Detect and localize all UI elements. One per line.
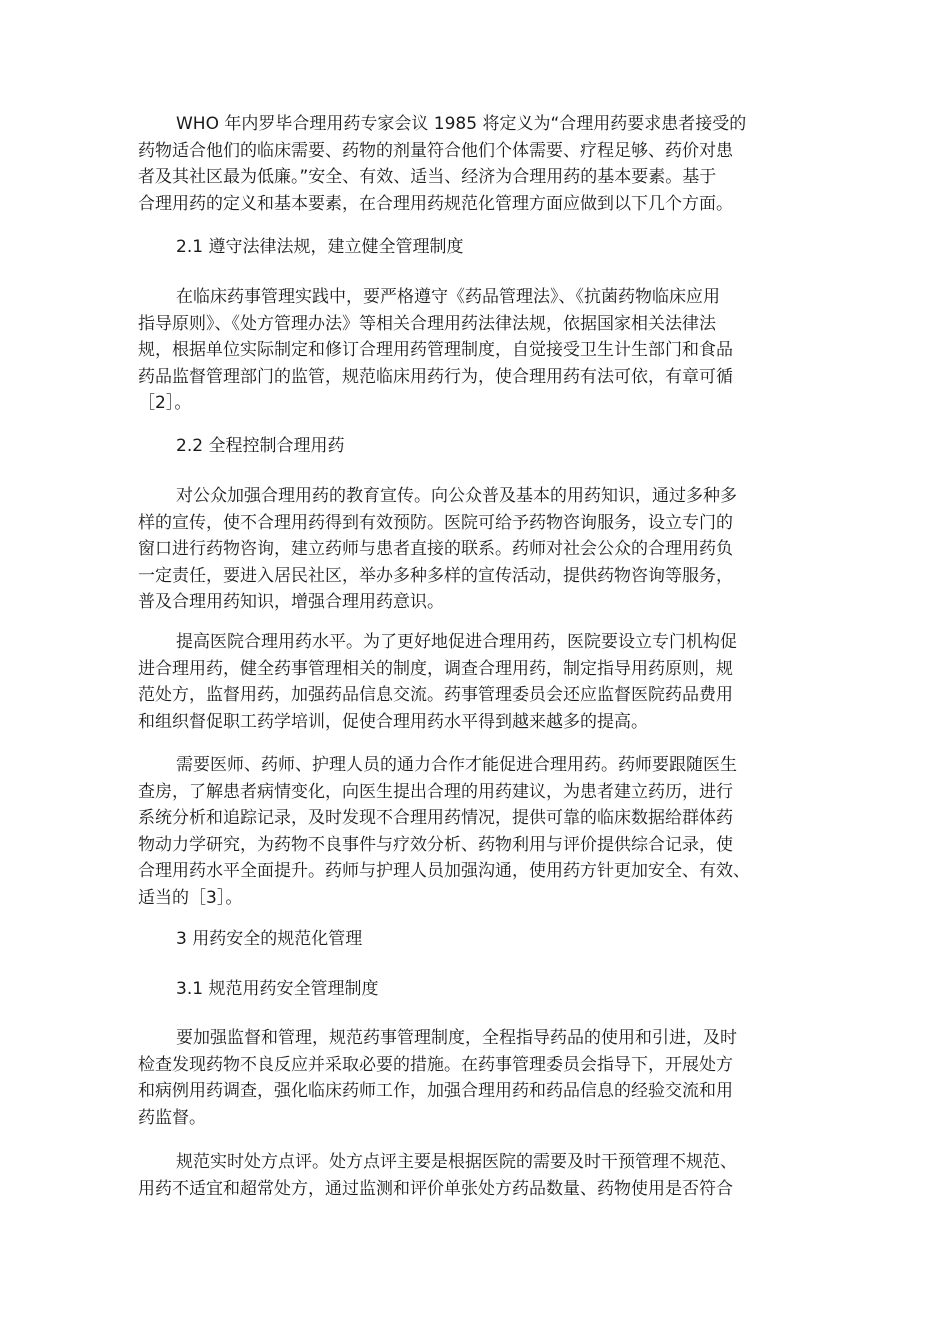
text-line: ［2］。 [138, 393, 192, 413]
text-line: 要加强监督和管理，规范药事管理制度，全程指导药品的使用和引进，及时 [176, 1028, 737, 1048]
paragraph-cooperation [138, 752, 818, 911]
paragraph-who-definition [138, 111, 818, 217]
paragraph-hospital-level [138, 629, 818, 735]
text-line: 提高医院合理用药水平。为了更好地促进合理用药，医院要设立专门机构促 [176, 632, 737, 652]
text-line: 指导原则》、《处方管理办法》等相关合理用药法律法规，依据国家相关法律法 [138, 313, 716, 334]
text-line: 物动力学研究，为药物不良事件与疗效分析、药物利用与评价提供综合记录，使 [138, 834, 733, 855]
text-line: 规范实时处方点评。处方点评主要是根据医院的需要及时干预管理不规范、 [176, 1152, 737, 1172]
section-heading: 3 用药安全的规范化管理 [176, 929, 363, 949]
text-line: 药监督。 [138, 1107, 206, 1128]
text-line: 普及合理用药知识，增强合理用药意识。 [138, 592, 444, 612]
text-line: 需要医师、药师、护理人员的通力合作才能促进合理用药。药师要跟随医生 [176, 755, 737, 775]
text-line: 窗口进行药物咨询，建立药师与患者直接的联系。药师对社会公众的合理用药负 [138, 539, 733, 559]
text-line: 和组织督促职工药学培训，促使合理用药水平得到越来越多的提高。 [138, 711, 648, 732]
heading-2-2 [138, 433, 818, 460]
text-line: 用药不适宜和超常处方，通过监测和评价单张处方药品数量、药物使用是否符合 [138, 1178, 733, 1199]
text-line: 适当的［3］。 [138, 887, 243, 908]
text-line: 进合理用药，健全药事管理相关的制度，调查合理用药，制定指导用药原则，规 [138, 658, 733, 679]
text-line: 和病例用药调查，强化临床药师工作，加强合理用药和药品信息的经验交流和用 [138, 1081, 733, 1101]
text-line: 查房，了解患者病情变化，向医生提出合理的用药建议，为患者建立药历，进行 [138, 781, 733, 802]
text-line: 检查发现药物不良反应并采取必要的措施。在药事管理委员会指导下，开展处方 [138, 1054, 733, 1075]
paragraph-laws [138, 284, 818, 417]
text-line: 规，根据单位实际制定和修订合理用药管理制度，自觉接受卫生计生部门和食品 [138, 340, 733, 360]
text-line: 系统分析和追踪记录，及时发现不合理用药情况，提供可靠的临床数据给群体药 [138, 808, 733, 828]
heading-3-1 [138, 976, 818, 1003]
text-line: 合理用药的定义和基本要素，在合理用药规范化管理方面应做到以下几个方面。 [138, 193, 733, 214]
paragraph-supervision [138, 1025, 818, 1131]
text-line: 样的宣传，使不合理用药得到有效预防。医院可给予药物咨询服务，设立专门的 [138, 512, 733, 533]
heading-2-1 [138, 234, 818, 261]
heading-3 [138, 926, 818, 953]
paragraph-prescription-review [138, 1149, 818, 1202]
text-line: 范处方，监督用药，加强药品信息交流。药事管理委员会还应监督医院药品费用 [138, 685, 733, 705]
text-line: 对公众加强合理用药的教育宣传。向公众普及基本的用药知识，通过多种多 [176, 486, 737, 506]
section-heading: 2.2 全程控制合理用药 [176, 436, 345, 456]
text-line: 药物适合他们的临床需要、药物的剂量符合他们个体需要、疗程足够、药价对患 [138, 140, 733, 161]
text-line: 药品监督管理部门的监管，规范临床用药行为，使合理用药有法可依，有章可循 [138, 366, 733, 387]
section-heading: 2.1 遵守法律法规，建立健全管理制度 [176, 237, 464, 257]
text-line: 合理用药水平全面提升。药师与护理人员加强沟通，使用药方针更加安全、有效、 [138, 861, 750, 881]
paragraph-public-education [138, 483, 818, 616]
text-line: WHO 年内罗毕合理用药专家会议 1985 将定义为“合理用药要求患者接受的 [176, 114, 747, 134]
text-line: 在临床药事管理实践中，要严格遵守《药品管理法》、《抗菌药物临床应用 [176, 287, 720, 307]
section-heading: 3.1 规范用药安全管理制度 [176, 979, 379, 999]
text-line: 者及其社区最为低廉。”安全、有效、适当、经济为合理用药的基本要素。基于 [138, 167, 717, 187]
text-line: 一定责任，要进入居民社区，举办多种多样的宣传活动，提供药物咨询等服务， [138, 565, 733, 586]
